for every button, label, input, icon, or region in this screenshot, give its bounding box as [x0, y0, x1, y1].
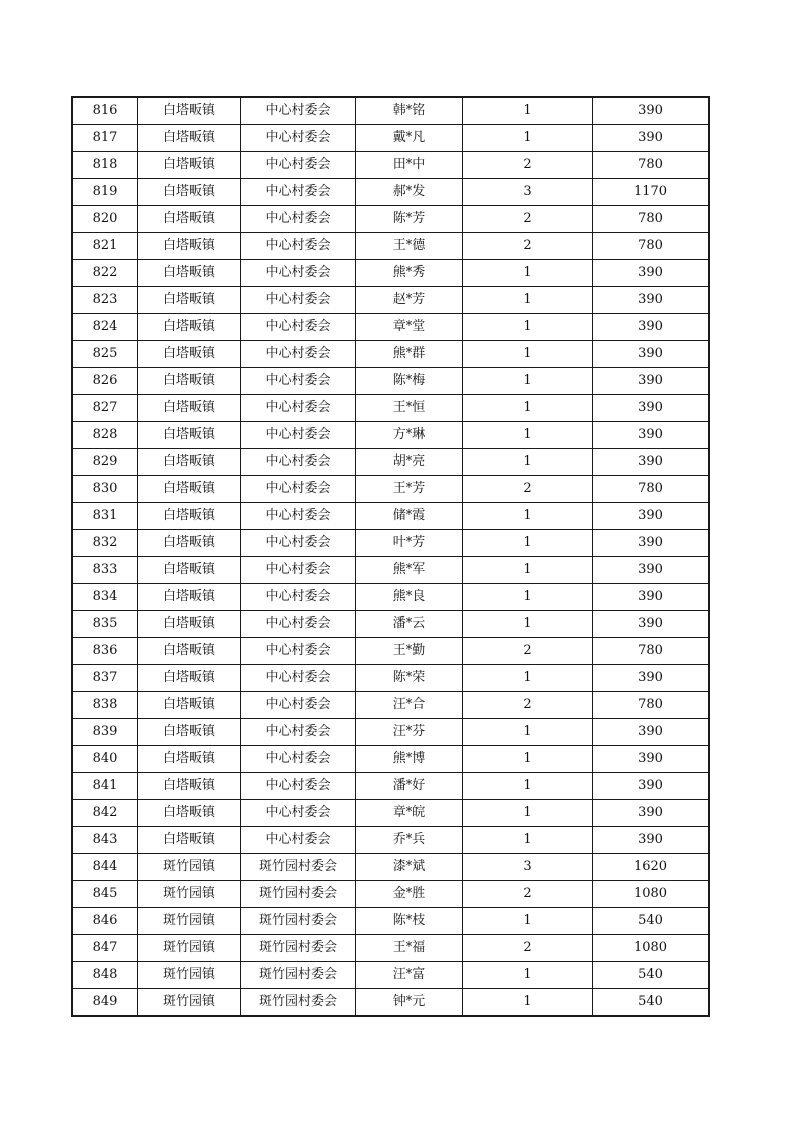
table-row: [72, 935, 709, 962]
village-committee-cell: 中心村委会: [241, 638, 356, 665]
person-name-cell: 章*堂: [356, 314, 463, 341]
village-committee-cell: 斑竹园村委会: [241, 935, 356, 962]
village-committee-cell: 中心村委会: [241, 503, 356, 530]
town-cell: 斑竹园镇: [138, 962, 241, 989]
person-name-cell: 叶*芳: [356, 530, 463, 557]
village-committee-cell: 斑竹园村委会: [241, 881, 356, 908]
amount-cell: 390: [593, 530, 710, 557]
person-name-cell: 胡*亮: [356, 449, 463, 476]
village-committee-cell: 斑竹园村委会: [241, 908, 356, 935]
household-count-cell: 1: [463, 395, 593, 422]
village-committee-cell: 中心村委会: [241, 179, 356, 206]
household-count-cell: 2: [463, 638, 593, 665]
town-cell: 白塔畈镇: [138, 503, 241, 530]
row-number-cell: 835: [72, 611, 138, 638]
town-cell: 白塔畈镇: [138, 422, 241, 449]
table-row: [72, 773, 709, 800]
person-name-cell: 王*福: [356, 935, 463, 962]
household-count-cell: 1: [463, 125, 593, 152]
town-cell: 白塔畈镇: [138, 233, 241, 260]
town-cell: 白塔畈镇: [138, 395, 241, 422]
household-count-cell: 1: [463, 530, 593, 557]
row-number-cell: 818: [72, 152, 138, 179]
amount-cell: 780: [593, 152, 710, 179]
table-row: [72, 584, 709, 611]
village-committee-cell: 中心村委会: [241, 584, 356, 611]
table-row: [72, 179, 709, 206]
household-count-cell: 1: [463, 503, 593, 530]
row-number-cell: 828: [72, 422, 138, 449]
person-name-cell: 汪*芬: [356, 719, 463, 746]
village-committee-cell: 中心村委会: [241, 800, 356, 827]
village-committee-cell: 中心村委会: [241, 368, 356, 395]
table-row: [72, 854, 709, 881]
amount-cell: 780: [593, 233, 710, 260]
row-number-cell: 821: [72, 233, 138, 260]
person-name-cell: 漆*斌: [356, 854, 463, 881]
row-number-cell: 846: [72, 908, 138, 935]
amount-cell: 390: [593, 746, 710, 773]
person-name-cell: 储*霞: [356, 503, 463, 530]
household-count-cell: 2: [463, 206, 593, 233]
row-number-cell: 831: [72, 503, 138, 530]
person-name-cell: 陈*荣: [356, 665, 463, 692]
row-number-cell: 847: [72, 935, 138, 962]
town-cell: 白塔畈镇: [138, 773, 241, 800]
village-committee-cell: 中心村委会: [241, 449, 356, 476]
household-count-cell: 2: [463, 152, 593, 179]
amount-cell: 390: [593, 719, 710, 746]
household-count-cell: 3: [463, 854, 593, 881]
town-cell: 白塔畈镇: [138, 746, 241, 773]
household-count-cell: 1: [463, 665, 593, 692]
amount-cell: 540: [593, 962, 710, 989]
row-number-cell: 841: [72, 773, 138, 800]
village-committee-cell: 中心村委会: [241, 125, 356, 152]
person-name-cell: 陈*枝: [356, 908, 463, 935]
household-count-cell: 1: [463, 287, 593, 314]
person-name-cell: 熊*军: [356, 557, 463, 584]
person-name-cell: 潘*云: [356, 611, 463, 638]
table-row: [72, 395, 709, 422]
row-number-cell: 849: [72, 989, 138, 1017]
person-name-cell: 方*琳: [356, 422, 463, 449]
table-row: [72, 287, 709, 314]
table-row: [72, 557, 709, 584]
row-number-cell: 822: [72, 260, 138, 287]
village-committee-cell: 中心村委会: [241, 233, 356, 260]
town-cell: 白塔畈镇: [138, 368, 241, 395]
person-name-cell: 戴*凡: [356, 125, 463, 152]
town-cell: 白塔畈镇: [138, 476, 241, 503]
household-count-cell: 1: [463, 368, 593, 395]
table-row: [72, 449, 709, 476]
table-row: [72, 503, 709, 530]
person-name-cell: 熊*博: [356, 746, 463, 773]
person-name-cell: 韩*铭: [356, 97, 463, 125]
amount-cell: 390: [593, 557, 710, 584]
person-name-cell: 乔*兵: [356, 827, 463, 854]
town-cell: 白塔畈镇: [138, 314, 241, 341]
village-committee-cell: 斑竹园村委会: [241, 854, 356, 881]
person-name-cell: 王*德: [356, 233, 463, 260]
household-count-cell: 2: [463, 881, 593, 908]
amount-cell: 1170: [593, 179, 710, 206]
person-name-cell: 田*中: [356, 152, 463, 179]
village-committee-cell: 中心村委会: [241, 611, 356, 638]
person-name-cell: 熊*良: [356, 584, 463, 611]
table-row: [72, 530, 709, 557]
row-number-cell: 816: [72, 97, 138, 125]
person-name-cell: 熊*群: [356, 341, 463, 368]
town-cell: 白塔畈镇: [138, 449, 241, 476]
table-row: [72, 719, 709, 746]
amount-cell: 390: [593, 422, 710, 449]
table-row: [72, 314, 709, 341]
person-name-cell: 陈*梅: [356, 368, 463, 395]
village-committee-cell: 中心村委会: [241, 692, 356, 719]
row-number-cell: 836: [72, 638, 138, 665]
amount-cell: 780: [593, 692, 710, 719]
household-count-cell: 1: [463, 989, 593, 1017]
village-committee-cell: 斑竹园村委会: [241, 962, 356, 989]
row-number-cell: 832: [72, 530, 138, 557]
table-row: [72, 125, 709, 152]
town-cell: 斑竹园镇: [138, 989, 241, 1017]
village-committee-cell: 中心村委会: [241, 827, 356, 854]
person-name-cell: 赵*芳: [356, 287, 463, 314]
town-cell: 斑竹园镇: [138, 881, 241, 908]
table-row: [72, 989, 709, 1017]
town-cell: 白塔畈镇: [138, 665, 241, 692]
town-cell: 斑竹园镇: [138, 935, 241, 962]
household-count-cell: 1: [463, 962, 593, 989]
person-name-cell: 章*皖: [356, 800, 463, 827]
household-count-cell: 1: [463, 773, 593, 800]
town-cell: 白塔畈镇: [138, 125, 241, 152]
village-committee-cell: 中心村委会: [241, 341, 356, 368]
row-number-cell: 823: [72, 287, 138, 314]
amount-cell: 390: [593, 314, 710, 341]
town-cell: 白塔畈镇: [138, 152, 241, 179]
amount-cell: 390: [593, 97, 710, 125]
town-cell: 白塔畈镇: [138, 287, 241, 314]
person-name-cell: 陈*芳: [356, 206, 463, 233]
town-cell: 白塔畈镇: [138, 260, 241, 287]
town-cell: 白塔畈镇: [138, 206, 241, 233]
town-cell: 斑竹园镇: [138, 908, 241, 935]
town-cell: 白塔畈镇: [138, 827, 241, 854]
row-number-cell: 830: [72, 476, 138, 503]
table-row: [72, 665, 709, 692]
village-committee-cell: 中心村委会: [241, 314, 356, 341]
person-name-cell: 钟*元: [356, 989, 463, 1017]
village-committee-cell: 中心村委会: [241, 557, 356, 584]
village-committee-cell: 中心村委会: [241, 395, 356, 422]
amount-cell: 390: [593, 503, 710, 530]
amount-cell: 390: [593, 341, 710, 368]
row-number-cell: 837: [72, 665, 138, 692]
village-committee-cell: 中心村委会: [241, 746, 356, 773]
amount-cell: 540: [593, 908, 710, 935]
table-row: [72, 476, 709, 503]
row-number-cell: 834: [72, 584, 138, 611]
table-row: [72, 800, 709, 827]
village-committee-cell: 中心村委会: [241, 719, 356, 746]
table-row: [72, 881, 709, 908]
amount-cell: 390: [593, 611, 710, 638]
household-count-cell: 1: [463, 260, 593, 287]
row-number-cell: 825: [72, 341, 138, 368]
row-number-cell: 840: [72, 746, 138, 773]
table-row: [72, 206, 709, 233]
table-row: [72, 233, 709, 260]
row-number-cell: 838: [72, 692, 138, 719]
household-count-cell: 1: [463, 719, 593, 746]
household-count-cell: 1: [463, 557, 593, 584]
town-cell: 白塔畈镇: [138, 692, 241, 719]
amount-cell: 780: [593, 638, 710, 665]
row-number-cell: 824: [72, 314, 138, 341]
amount-cell: 390: [593, 665, 710, 692]
household-count-cell: 2: [463, 233, 593, 260]
town-cell: 斑竹园镇: [138, 854, 241, 881]
amount-cell: 390: [593, 827, 710, 854]
household-count-cell: 1: [463, 827, 593, 854]
town-cell: 白塔畈镇: [138, 611, 241, 638]
household-count-cell: 1: [463, 800, 593, 827]
person-name-cell: 王*勤: [356, 638, 463, 665]
person-name-cell: 王*芳: [356, 476, 463, 503]
amount-cell: 390: [593, 287, 710, 314]
person-name-cell: 汪*富: [356, 962, 463, 989]
household-count-cell: 2: [463, 476, 593, 503]
table-row: [72, 908, 709, 935]
town-cell: 白塔畈镇: [138, 179, 241, 206]
household-count-cell: 2: [463, 935, 593, 962]
person-name-cell: 汪*合: [356, 692, 463, 719]
table-row: [72, 638, 709, 665]
village-committee-cell: 中心村委会: [241, 260, 356, 287]
row-number-cell: 833: [72, 557, 138, 584]
amount-cell: 1080: [593, 935, 710, 962]
amount-cell: 780: [593, 206, 710, 233]
town-cell: 白塔畈镇: [138, 584, 241, 611]
person-name-cell: 郝*发: [356, 179, 463, 206]
household-count-cell: 1: [463, 584, 593, 611]
household-count-cell: 3: [463, 179, 593, 206]
village-committee-cell: 中心村委会: [241, 773, 356, 800]
village-committee-cell: 中心村委会: [241, 287, 356, 314]
amount-cell: 1080: [593, 881, 710, 908]
table-row: [72, 692, 709, 719]
row-number-cell: 839: [72, 719, 138, 746]
town-cell: 白塔畈镇: [138, 557, 241, 584]
household-count-cell: 1: [463, 449, 593, 476]
person-name-cell: 金*胜: [356, 881, 463, 908]
row-number-cell: 829: [72, 449, 138, 476]
person-name-cell: 熊*秀: [356, 260, 463, 287]
row-number-cell: 827: [72, 395, 138, 422]
table-row: [72, 746, 709, 773]
row-number-cell: 826: [72, 368, 138, 395]
table-row: [72, 962, 709, 989]
row-number-cell: 817: [72, 125, 138, 152]
village-committee-cell: 中心村委会: [241, 206, 356, 233]
amount-cell: 390: [593, 773, 710, 800]
amount-cell: 390: [593, 368, 710, 395]
amount-cell: 390: [593, 125, 710, 152]
town-cell: 白塔畈镇: [138, 638, 241, 665]
amount-cell: 390: [593, 584, 710, 611]
amount-cell: 390: [593, 449, 710, 476]
amount-cell: 1620: [593, 854, 710, 881]
table-row: [72, 422, 709, 449]
village-committee-cell: 中心村委会: [241, 665, 356, 692]
town-cell: 白塔畈镇: [138, 719, 241, 746]
town-cell: 白塔畈镇: [138, 530, 241, 557]
household-count-cell: 1: [463, 611, 593, 638]
household-count-cell: 1: [463, 97, 593, 125]
table-row: [72, 152, 709, 179]
row-number-cell: 842: [72, 800, 138, 827]
household-count-cell: 1: [463, 746, 593, 773]
row-number-cell: 844: [72, 854, 138, 881]
row-number-cell: 848: [72, 962, 138, 989]
household-count-cell: 1: [463, 314, 593, 341]
person-name-cell: 潘*好: [356, 773, 463, 800]
row-number-cell: 843: [72, 827, 138, 854]
table-row: [72, 97, 709, 125]
village-committee-cell: 斑竹园村委会: [241, 989, 356, 1017]
village-committee-cell: 中心村委会: [241, 476, 356, 503]
amount-cell: 390: [593, 260, 710, 287]
amount-cell: 540: [593, 989, 710, 1017]
household-count-cell: 1: [463, 341, 593, 368]
table-row: [72, 260, 709, 287]
amount-cell: 390: [593, 800, 710, 827]
village-committee-cell: 中心村委会: [241, 530, 356, 557]
table-row: [72, 341, 709, 368]
row-number-cell: 845: [72, 881, 138, 908]
town-cell: 白塔畈镇: [138, 800, 241, 827]
village-committee-cell: 中心村委会: [241, 422, 356, 449]
table-row: [72, 611, 709, 638]
town-cell: 白塔畈镇: [138, 341, 241, 368]
row-number-cell: 819: [72, 179, 138, 206]
table-row: [72, 368, 709, 395]
table-row: [72, 827, 709, 854]
amount-cell: 780: [593, 476, 710, 503]
row-number-cell: 820: [72, 206, 138, 233]
village-committee-cell: 中心村委会: [241, 152, 356, 179]
person-name-cell: 王*恒: [356, 395, 463, 422]
village-committee-cell: 中心村委会: [241, 97, 356, 125]
household-count-cell: 2: [463, 692, 593, 719]
household-count-cell: 1: [463, 422, 593, 449]
amount-cell: 390: [593, 395, 710, 422]
subsidy-table: [71, 96, 710, 1017]
town-cell: 白塔畈镇: [138, 97, 241, 125]
household-count-cell: 1: [463, 908, 593, 935]
table-body: [72, 97, 709, 1016]
